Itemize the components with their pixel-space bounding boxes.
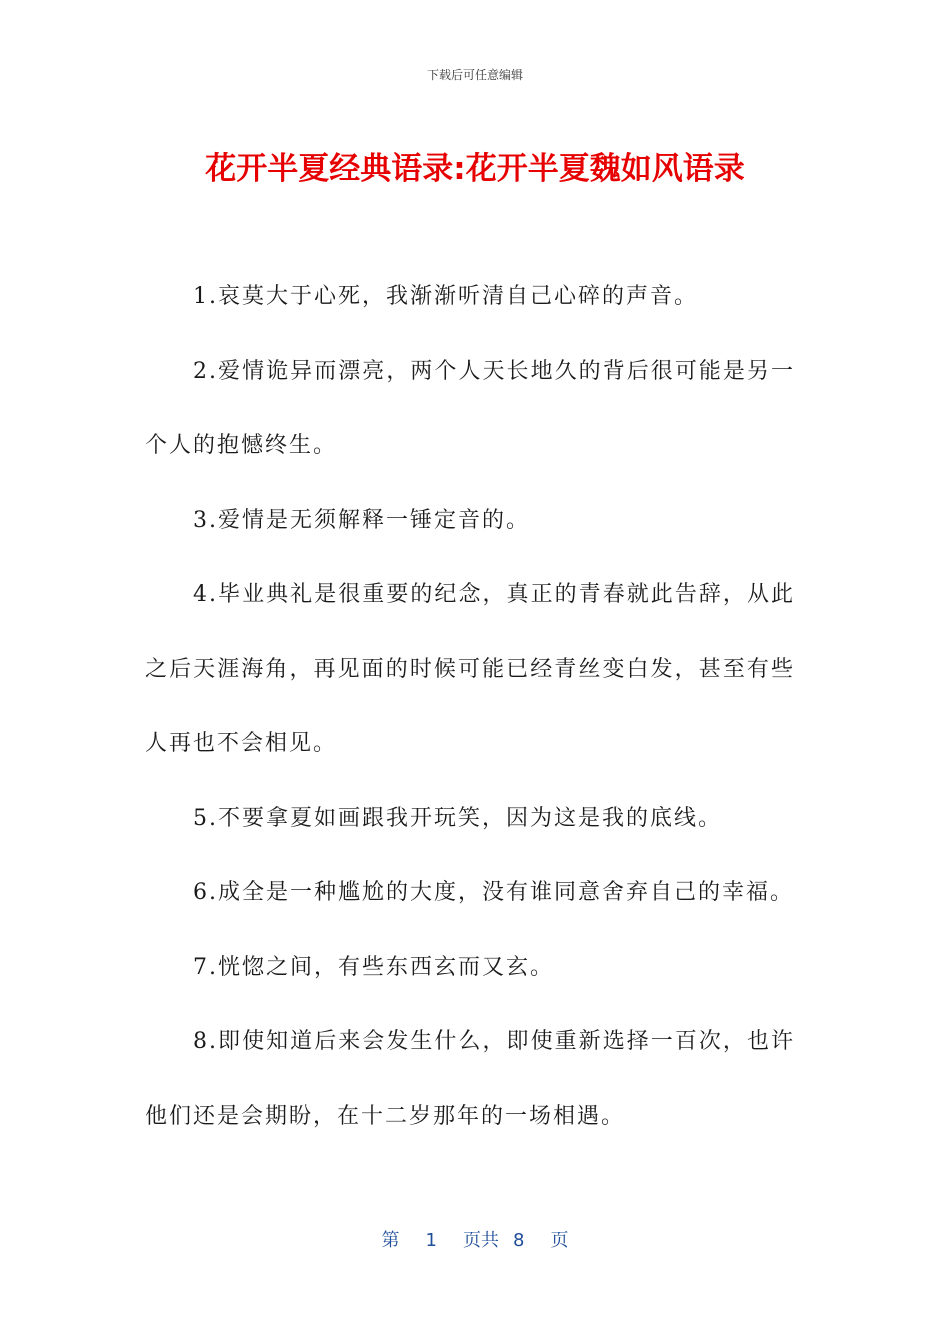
quote-paragraph-6: 6.成全是一种尴尬的大度，没有谁同意舍弃自己的幸福。 (193, 880, 794, 905)
page-footer (0, 1226, 950, 1252)
header-note: 下载后可任意编辑 (426, 68, 523, 82)
footer-current-page: 1 (425, 1230, 437, 1251)
footer-suffix: 页 (550, 1230, 569, 1251)
quote-paragraph-7: 7.恍惚之间，有些东西玄而又玄。 (193, 954, 554, 980)
quote-paragraph-1: 1.哀莫大于心死，我渐渐听清自己心碎的声音。 (193, 284, 698, 309)
quote-paragraph-5: 5.不要拿夏如画跟我开玩笑，因为这是我的底线。 (193, 805, 722, 831)
footer-total-pages: 8 (513, 1230, 525, 1251)
footer-prefix: 第 (381, 1230, 400, 1251)
document-body (145, 260, 795, 1154)
quote-paragraph-2: 2.爱情诡异而漂亮，两个人天长地久的背后很可能是另一个人的抱憾终生。 (145, 358, 795, 458)
document-title: 花开半夏经典语录:花开半夏魏如风语录 (205, 151, 745, 187)
quote-paragraph-8: 8.即使知道后来会发生什么，即使重新选择一百次，也许他们还是会期盼，在十二岁那年的一场相遇。 (145, 1029, 795, 1129)
footer-middle: 页共 (463, 1230, 499, 1251)
quote-paragraph-3: 3.爱情是无须解释一锤定音的。 (193, 507, 530, 533)
quote-paragraph-4: 4.毕业典礼是很重要的纪念，真正的青春就此告辞，从此之后天涯海角，再见面的时候可能已经青丝变白发，甚至有些人再也不会相见。 (145, 582, 795, 756)
